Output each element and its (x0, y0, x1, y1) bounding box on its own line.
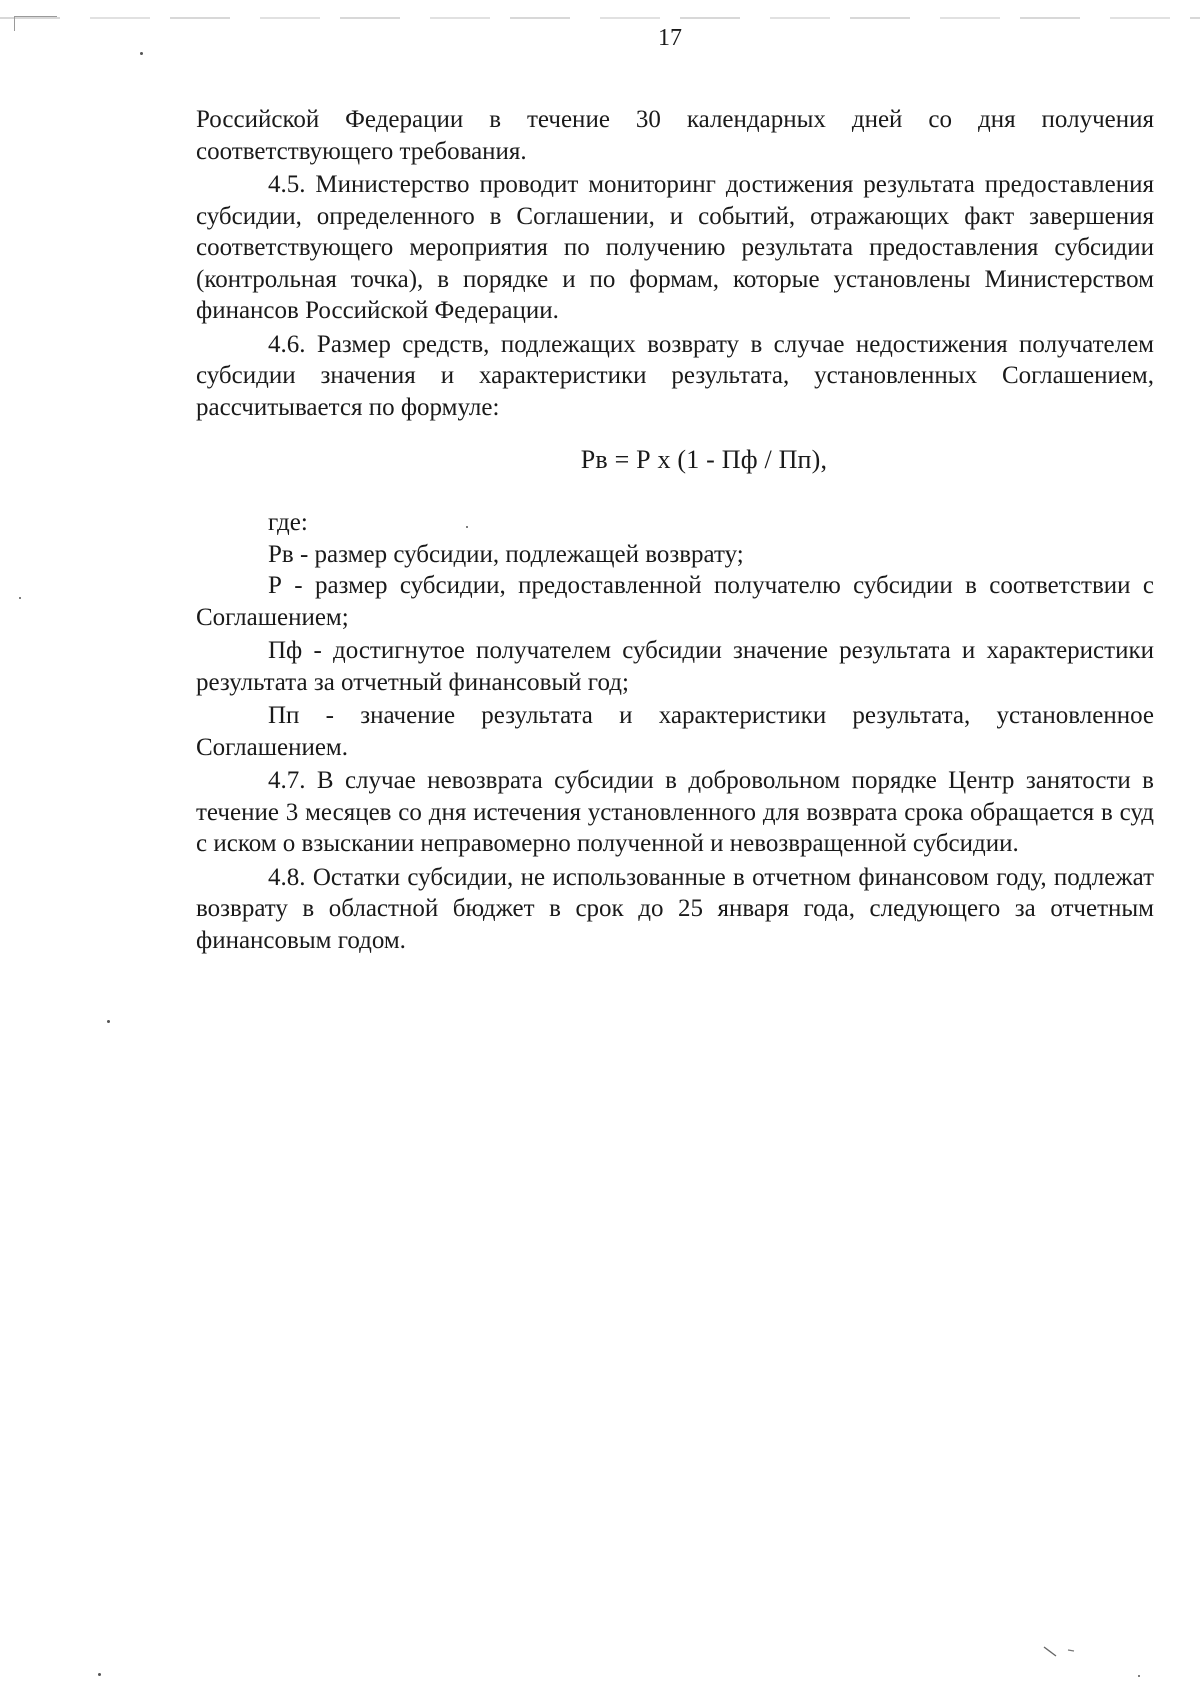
paragraph-4-7: 4.7. В случае невозврата субсидии в добровольном порядке Центр занятости в течение 3 месяцев со дня истечения установленного для возврата срока обращается в суд с иском о взыскании неправомерно полученной и невозвращенной субсидии. (196, 767, 1154, 857)
formula-block (196, 431, 1154, 489)
document-body (196, 104, 1154, 956)
scan-speck (107, 1020, 110, 1023)
scan-speck (466, 526, 468, 528)
paragraph-intro: Российской Федерации в течение 30 календарных дней со дня получения соответствующего требования. (196, 106, 1154, 165)
scan-speck (1138, 1675, 1140, 1677)
paragraph-4-5: 4.5. Министерство проводит мониторинг достижения результата предоставления субсидии, определенного в Соглашении, и событий, отражающих факт завершения соответствующего мероприятия по получению результата предоставления субсидии (контрольная точка), в порядке и по формам, которые установлены Министерством финансов Российской Федерации. (196, 171, 1154, 324)
paragraph-4-6: 4.6. Размер средств, подлежащих возврату в случае недостижения получателем субсидии значения и характеристики результата, установленных Соглашением, рассчитывается по формуле: (196, 330, 1154, 421)
scan-speck (140, 52, 143, 55)
scan-speck (98, 1673, 101, 1676)
scan-mark (1042, 1644, 1082, 1660)
scan-speck (19, 597, 21, 599)
where-label: где: (268, 509, 308, 536)
page-number: 17 (658, 25, 682, 51)
definition-rv: Рв - размер субсидии, подлежащей возврату; (268, 540, 744, 568)
definition-pf: Пф - достигнутое получателем субсидии значение результата и характеристики результата за отчетный финансовый год; (196, 637, 1154, 696)
definition-r: Р - размер субсидии, предоставленной получателю субсидии в соответствии с Соглашением; (196, 572, 1154, 631)
formula: Рв = Р х (1 - Пф / Пп), (580, 445, 828, 475)
paragraph-4-8: 4.8. Остатки субсидии, не использованные в отчетном финансовом году, подлежат возврату в областной бюджет в срок до 25 января года, следующего за отчетным финансовым годом. (196, 863, 1154, 954)
definition-pp: Пп - значение результата и характеристики результата, установленное Соглашением. (196, 702, 1154, 761)
scan-top-edge (0, 17, 1200, 19)
